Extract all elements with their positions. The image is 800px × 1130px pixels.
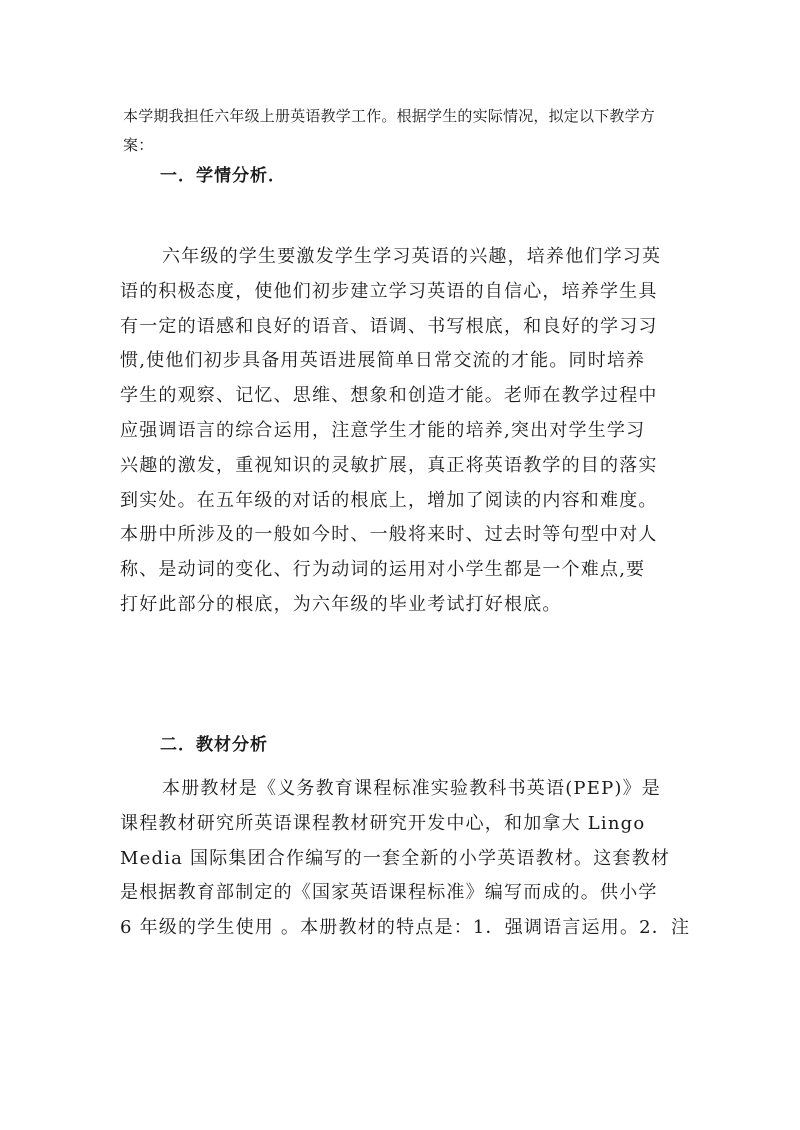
learning-analysis-paragraph: [120, 240, 690, 623]
text-line: 兴趣的激发，重视知识的灵敏扩展，真正将英语教学的目的落实: [120, 454, 658, 476]
text-line: 6 年级的学生使用 。本册教材的特点是：1．强调语言运用。2．注: [120, 917, 691, 939]
text-line: 课程教材研究所英语课程教材研究开发中心，和加拿大 Lingo: [120, 812, 646, 834]
text-line: 本册中所涉及的一般如今时、一般将来时、过去时等句型中对人: [120, 524, 658, 546]
section-heading-learning-analysis: 一．学情分析．: [160, 166, 286, 186]
textbook-analysis-paragraph: [120, 772, 690, 946]
text-line: 语的积极态度，使他们初步建立学习英语的自信心，培养学生具: [120, 280, 658, 302]
intro-paragraph: [123, 102, 683, 160]
text-line: 打好此部分的根底，为六年级的毕业考试打好根底。: [120, 593, 562, 615]
text-line: 惯,使他们初步具备用英语进展简单日常交流的才能。同时培养: [120, 350, 646, 372]
text-line: 本册教材是《义务教育课程标准实验教科书英语(PEP)》是: [162, 778, 662, 799]
text-line: 案：: [123, 136, 154, 154]
text-line: 本学期我担任六年级上册英语教学工作。根据学生的实际情况，拟定以下教学方: [123, 107, 656, 125]
text-line: 应强调语言的综合运用，注意学生才能的培养,突出对学生学习: [120, 419, 646, 441]
text-line: 有一定的语感和良好的语音、语调、书写根底，和良好的学习习: [120, 315, 658, 337]
text-line: 是根据教育部制定的《国家英语课程标准》编写而成的。供小学: [120, 882, 658, 904]
text-line: 称、是动词的变化、行为动词的运用对小学生都是一个难点,要: [120, 559, 646, 581]
text-line: 到实处。在五年级的对话的根底上，增加了阅读的内容和难度。: [120, 489, 658, 511]
text-line: Media 国际集团合作编写的一套全新的小学英语教材。这套教材: [120, 847, 671, 869]
section-heading-textbook-analysis: 二．教材分析: [160, 735, 268, 755]
text-line: 学生的观察、记忆、思维、想象和创造才能。老师在教学过程中: [120, 385, 658, 407]
text-line: 六年级的学生要激发学生学习英语的兴趣，培养他们学习英: [162, 246, 662, 267]
